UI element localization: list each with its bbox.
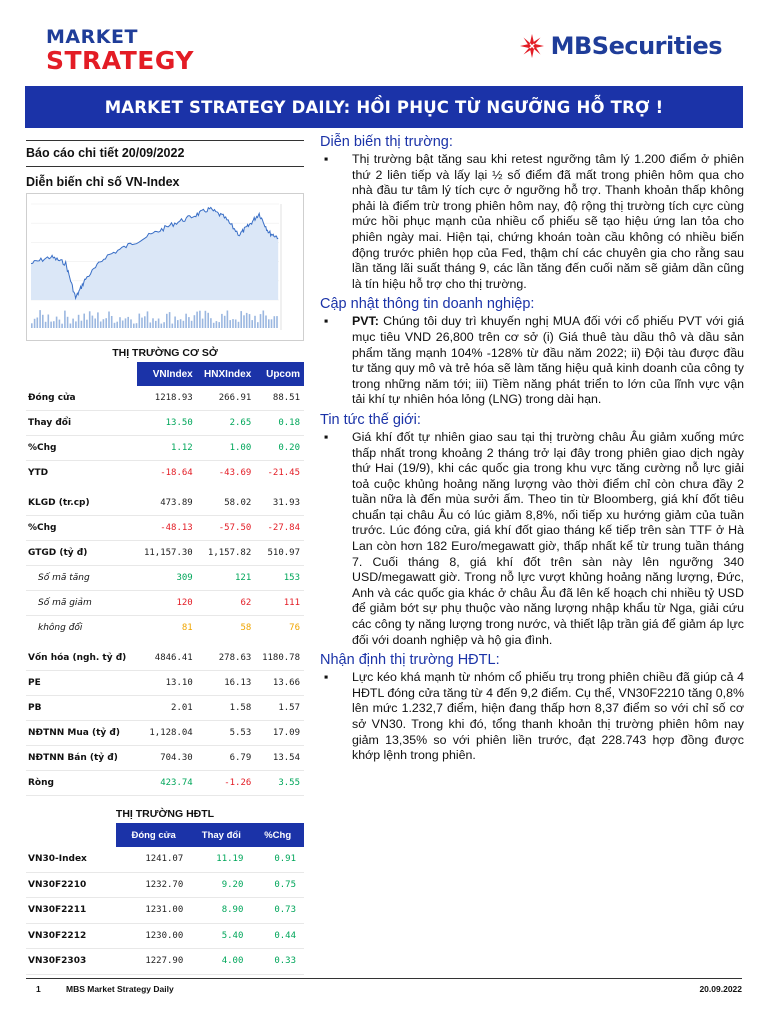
contract-value: 4.00 — [191, 949, 251, 975]
row-value: 1,128.04 — [137, 721, 197, 746]
report-title: MARKET STRATEGY DAILY: HỒI PHỤC TỪ NGƯỠNG HỖ TRỢ ! — [104, 97, 664, 117]
table-row — [26, 898, 304, 924]
row-label: %Chg — [26, 516, 137, 541]
market-paragraph — [320, 152, 744, 292]
chart-volume-bar — [92, 316, 94, 328]
col-header: %Chg — [251, 823, 304, 847]
contract-value: 0.75 — [251, 872, 304, 898]
chart-volume-bar — [150, 323, 152, 329]
row-value: 6.79 — [197, 746, 256, 771]
row-value: 81 — [137, 616, 197, 644]
table-row — [26, 411, 304, 436]
row-label: %Chg — [26, 436, 137, 461]
chart-volume-bar — [260, 314, 262, 328]
chart-volume-bar — [202, 319, 204, 328]
row-label: không đổi — [26, 616, 137, 644]
chart-volume-bar — [81, 321, 83, 328]
bullet-icon: ▪ — [324, 670, 329, 685]
row-value: -1.26 — [197, 771, 256, 796]
row-value: 1218.93 — [137, 386, 197, 411]
chart-volume-bar — [199, 311, 201, 328]
futures-text: Lực kéo khá mạnh từ nhóm cổ phiếu trụ trong phiên chiều đã giúp cả 4 HĐTL đóng cửa tăng từ 4 đến 9,2 điểm. Cụ thể, VN30F2210 tăng 0,8% lên mức 1.232,7 điểm, hiện đang thấp hơn 8,37 điểm so với chỉ số cơ sở VN30. Trong khi đó, tổng thanh khoản thị trường phiên hôm nay giảm 13,35% so với phiên liền trước, đạt 228.743 hợp đồng được khớp lệnh trong phiên. — [352, 670, 744, 763]
contract-value: 8.90 — [191, 898, 251, 924]
row-value: 58 — [197, 616, 256, 644]
left-column — [26, 140, 304, 975]
footer-publication: MBS Market Strategy Daily — [66, 984, 174, 994]
row-value: 13.54 — [255, 746, 304, 771]
row-value: 13.66 — [255, 671, 304, 696]
contract-label: VN30-Index — [26, 847, 116, 872]
chart-volume-bar — [97, 312, 99, 328]
chart-title: Diễn biến chỉ số VN-Index — [26, 175, 180, 189]
row-value: 704.30 — [137, 746, 197, 771]
chart-volume-bar — [263, 311, 265, 329]
contract-value: 0.33 — [251, 949, 304, 975]
chart-volume-bar — [196, 312, 198, 328]
futures-market-title: THỊ TRƯỜNG HĐTL — [115, 808, 215, 820]
section-futures-title: Nhận định thị trường HĐTL: — [320, 652, 500, 669]
chart-volume-bar — [122, 321, 124, 329]
row-value: -18.64 — [137, 461, 197, 489]
row-value: 2.01 — [137, 696, 197, 721]
chart-volume-bar — [133, 324, 135, 328]
row-value: 0.20 — [255, 436, 304, 461]
chart-volume-bar — [249, 314, 251, 328]
table-row — [26, 516, 304, 541]
mb-star-icon — [519, 33, 545, 59]
chart-volume-bar — [125, 318, 127, 328]
table-row — [26, 488, 304, 516]
chart-volume-bar — [119, 317, 121, 328]
row-value: 1,157.82 — [197, 541, 256, 566]
section-market-title: Diễn biến thị trường: — [320, 134, 453, 150]
chart-volume-bar — [246, 313, 248, 328]
row-value: 473.89 — [137, 488, 197, 516]
row-value: 17.09 — [255, 721, 304, 746]
row-value: 1180.78 — [255, 643, 304, 671]
row-value: 153 — [255, 566, 304, 591]
chart-volume-bar — [155, 321, 157, 328]
row-value: 121 — [197, 566, 256, 591]
report-date: Báo cáo chi tiết 20/09/2022 — [26, 146, 185, 160]
world-text: Giá khí đốt tự nhiên giao sau tại thị trường châu Âu giảm xuống mức thấp nhất trong khoảng 2 tháng trở lại đây trong phiên giao dịch ngày thứ Hai (19/9), khi các quốc gia trong khu vực tăng cường nỗ lực giải toả cuộc khủng hoảng năng lượng vào thời điểm chỉ còn chưa đầy 2 tuần nữa là đến mùa sưởi ấm. Theo tin từ Bloomberg, giá khí đốt tiêu chuẩn tại châu Âu có lúc giảm 8,8%, nối tiếp xu hướng giảm của tuần trước. Lúc đóng cửa, giá khí đốt giao tháng kế tiếp trên sàn TTF ở Hà Lan còn hơn 182 Euro/megawatt giờ, thấp nhất kể từ trung tuần tháng 7. Cuối tháng 8, giá khí đốt trên sàn này lên ngưỡng 340 USD/megawatt giờ. Trong nỗ lực vượt khủng hoảng năng lượng, Đức, Anh và các quốc gia khác ở châu Âu đã lên kế hoạch chi nhiều tỷ USD để giảm bớt sự phụ thuộc vào năng lượng nhập khẩu từ Nga, giải cứu các công ty năng lượng trong nước, và thiết lập trần giá để giảm áp lực đối với doanh nghiệp và hộ gia đình. — [352, 429, 744, 647]
contract-label: VN30F2211 — [26, 898, 116, 924]
bullet-icon: ▪ — [324, 429, 329, 444]
header-empty-cell — [26, 362, 137, 386]
contract-value: 1227.90 — [116, 949, 191, 975]
chart-volume-bar — [210, 318, 212, 328]
divider — [26, 166, 304, 167]
row-value: 0.18 — [255, 411, 304, 436]
chart-volume-bar — [67, 317, 69, 328]
col-header: VNIndex — [137, 362, 197, 386]
chart-volume-bar — [83, 314, 85, 328]
chart-volume-bar — [86, 320, 88, 328]
table-row — [26, 566, 304, 591]
table-row — [26, 436, 304, 461]
row-value: 3.55 — [255, 771, 304, 796]
row-value: 266.91 — [197, 386, 256, 411]
row-value: 1.57 — [255, 696, 304, 721]
contract-value: 0.44 — [251, 923, 304, 949]
contract-value: 1232.70 — [116, 872, 191, 898]
row-label: GTGD (tỷ đ) — [26, 541, 137, 566]
chart-volume-bar — [271, 319, 273, 328]
section-company-title: Cập nhật thông tin doanh nghiệp: — [320, 296, 535, 313]
row-value: 11,157.30 — [137, 541, 197, 566]
logo-mbsecurities — [519, 32, 722, 60]
chart-volume-bar — [108, 312, 110, 329]
chart-volume-bar — [207, 313, 209, 328]
chart-volume-bar — [268, 319, 270, 328]
table-row — [26, 872, 304, 898]
chart-volume-bar — [89, 311, 91, 328]
title-banner — [25, 86, 743, 128]
chart-area — [31, 207, 278, 300]
row-value: 510.97 — [255, 541, 304, 566]
chart-volume-bar — [257, 322, 259, 328]
row-value: 111 — [255, 591, 304, 616]
table-row — [26, 746, 304, 771]
chart-volume-bar — [227, 311, 229, 329]
section-world-title: Tin tức thế giới: — [320, 411, 421, 428]
chart-volume-bar — [274, 316, 276, 328]
chart-volume-bar — [243, 315, 245, 328]
row-value: -21.45 — [255, 461, 304, 489]
table-row — [26, 949, 304, 975]
chart-volume-bar — [224, 316, 226, 328]
chart-volume-bar — [172, 324, 174, 328]
chart-volume-bar — [111, 316, 113, 328]
chart-volume-bar — [147, 311, 149, 328]
company-paragraph — [320, 314, 744, 408]
chart-volume-bar — [229, 320, 231, 328]
chart-volume-bar — [163, 322, 165, 328]
chart-volume-bar — [34, 319, 36, 328]
table-row — [26, 643, 304, 671]
chart-volume-bar — [216, 321, 218, 328]
row-value: -43.69 — [197, 461, 256, 489]
brand-name: MBSecurities — [550, 32, 722, 60]
vnindex-chart — [26, 193, 304, 341]
company-text: Chúng tôi duy trì khuyến nghị MUA đối với cổ phiếu PVT với giá mục tiêu VND 26,800 trên cơ sở (i) Giá thuê tàu dầu thô và dầu sản phẩm tăng mạnh 104% -128% từ đầu năm 2022; ii) Đội tàu được đầu tư tăng quy mô và trẻ hóa sẽ làm tăng hiệu quả kinh doanh của công ty trong những năm tới; iii) Tiềm năng phát triển to lớn của lĩnh vực vận tải khí tự nhiên hóa lỏng (LNG) trong dài hạn. — [352, 314, 744, 407]
bullet-icon: ▪ — [324, 314, 329, 329]
chart-volume-bar — [31, 323, 33, 328]
contract-label: VN30F2303 — [26, 949, 116, 975]
chart-volume-bar — [218, 322, 220, 328]
chart-volume-bar — [48, 315, 50, 329]
row-label: Vốn hóa (ngh. tỷ đ) — [26, 643, 137, 671]
chart-volume-bar — [103, 319, 105, 328]
row-value: 31.93 — [255, 488, 304, 516]
base-table-header — [26, 362, 304, 386]
footer-date: 20.09.2022 — [699, 984, 742, 994]
col-header: Upcom — [255, 362, 304, 386]
row-value: 5.53 — [197, 721, 256, 746]
logo-market-strategy — [46, 28, 194, 73]
chart-volume-bar — [64, 311, 66, 328]
table-row — [26, 386, 304, 411]
page-number: 1 — [36, 984, 41, 994]
divider — [26, 140, 304, 141]
contract-value: 1230.00 — [116, 923, 191, 949]
chart-volume-bar — [232, 319, 234, 328]
chart-volume-bar — [254, 316, 256, 328]
chart-volume-bar — [152, 318, 154, 328]
chart-volume-bar — [61, 324, 63, 328]
chart-volume-bar — [158, 319, 160, 329]
table-row — [26, 847, 304, 872]
chart-volume-bar — [169, 312, 171, 328]
chart-volume-bar — [70, 324, 72, 329]
chart-volume-bar — [116, 322, 118, 328]
chart-volume-bar — [100, 322, 102, 329]
chart-volume-bar — [221, 314, 223, 328]
chart-volume-bar — [53, 321, 55, 328]
row-value: 1.00 — [197, 436, 256, 461]
table-row — [26, 671, 304, 696]
row-value: -48.13 — [137, 516, 197, 541]
table-row — [26, 696, 304, 721]
contract-value: 1231.00 — [116, 898, 191, 924]
chart-volume-bar — [183, 321, 185, 328]
row-value: 423.74 — [137, 771, 197, 796]
chart-volume-bar — [191, 321, 193, 328]
row-value: -27.84 — [255, 516, 304, 541]
market-text: Thị trường bật tăng sau khi retest ngưỡng tâm lý 1.200 điểm ở phiên thứ 2 liên tiếp và lấy lại ½ số điểm đã mất trong phiên hôm qua cho nhà đầu tư tâm lý tích cực ở ngưỡng hỗ trợ. Thanh khoản thấp không phải là điểm trừ trong phiên hôm nay, độ rộng thị trường tích cực cùng mức hồi phục mạnh của nhiều cổ phiếu sẽ tạo hiệu ứng lan tỏa cho phiên ngày mai. Hiện tại, chứng khoán toàn cầu không có nhiều biến động trước phiên họp của Fed, thậm chí các chuyên gia cho rằng sau lần tăng lãi suất tháng 9, các lần tăng đến cuối năm sẽ giảm dần cũng là tín hiệu hỗ trợ cho thị trường. — [352, 152, 744, 291]
table-row — [26, 616, 304, 644]
contract-value: 0.91 — [251, 847, 304, 872]
row-label: Thay đổi — [26, 411, 137, 436]
header-empty-cell — [26, 823, 116, 847]
vnindex-chart-svg — [27, 194, 303, 340]
row-label: PB — [26, 696, 137, 721]
bullet-icon: ▪ — [324, 152, 329, 166]
row-value: -57.50 — [197, 516, 256, 541]
right-column — [320, 134, 744, 768]
contract-value: 1241.07 — [116, 847, 191, 872]
contract-value: 11.19 — [191, 847, 251, 872]
chart-volume-bar — [235, 320, 237, 329]
row-value: 1.58 — [197, 696, 256, 721]
row-value: 120 — [137, 591, 197, 616]
row-value: 13.10 — [137, 671, 197, 696]
chart-volume-bar — [276, 316, 278, 328]
chart-volume-bar — [238, 322, 240, 328]
row-value: 58.02 — [197, 488, 256, 516]
table-row — [26, 721, 304, 746]
world-paragraph — [320, 430, 744, 648]
chart-volume-bar — [188, 317, 190, 328]
chart-volume-bar — [94, 319, 96, 329]
col-header: Đóng cửa — [116, 823, 191, 847]
chart-volume-bar — [265, 316, 267, 329]
chart-volume-bar — [139, 314, 141, 328]
chart-volume-bar — [141, 318, 143, 328]
chart-volume-bar — [127, 317, 129, 328]
row-label: Ròng — [26, 771, 137, 796]
row-value: 2.65 — [197, 411, 256, 436]
base-market-title: THỊ TRƯỜNG CƠ SỞ — [112, 347, 218, 359]
row-label: Số mã giảm — [26, 591, 137, 616]
futures-table-header — [26, 823, 304, 847]
row-value: 16.13 — [197, 671, 256, 696]
chart-volume-bar — [213, 323, 215, 328]
chart-volume-bar — [37, 318, 39, 329]
futures-table — [26, 823, 304, 975]
chart-volume-bar — [205, 311, 207, 328]
contract-value: 9.20 — [191, 872, 251, 898]
chart-volume-bar — [45, 322, 47, 328]
row-value: 13.50 — [137, 411, 197, 436]
row-value: 1.12 — [137, 436, 197, 461]
chart-volume-bar — [59, 320, 61, 328]
row-value: 309 — [137, 566, 197, 591]
row-label: Đóng cửa — [26, 386, 137, 411]
contract-value: 0.73 — [251, 898, 304, 924]
chart-volume-bar — [240, 311, 242, 328]
futures-paragraph — [320, 670, 744, 764]
row-label: PE — [26, 671, 137, 696]
chart-volume-bar — [42, 315, 44, 328]
table-row — [26, 541, 304, 566]
footer-divider — [26, 978, 742, 979]
logo-line-1: MARKET — [46, 26, 138, 48]
page-footer — [26, 984, 742, 994]
chart-volume-bar — [114, 323, 116, 328]
row-value: 4846.41 — [137, 643, 197, 671]
row-value: 278.63 — [197, 643, 256, 671]
chart-volume-bar — [180, 319, 182, 328]
table-row — [26, 923, 304, 949]
row-value: 88.51 — [255, 386, 304, 411]
company-ticker: PVT: — [352, 314, 379, 329]
chart-volume-bar — [72, 319, 74, 328]
chart-volume-bar — [56, 317, 58, 328]
chart-volume-bar — [39, 310, 41, 328]
chart-volume-bar — [185, 314, 187, 328]
logo-line-2: STRATEGY — [46, 46, 194, 75]
contract-label: VN30F2210 — [26, 872, 116, 898]
contract-value: 5.40 — [191, 923, 251, 949]
col-header: Thay đổi — [191, 823, 251, 847]
row-value: 76 — [255, 616, 304, 644]
row-label: NĐTNN Bán (tỷ đ) — [26, 746, 137, 771]
table-row — [26, 461, 304, 489]
chart-volume-bar — [78, 315, 80, 328]
chart-volume-bar — [144, 316, 146, 328]
chart-volume-bar — [251, 320, 253, 328]
row-label: YTD — [26, 461, 137, 489]
chart-volume-bar — [194, 315, 196, 328]
chart-volume-bar — [50, 322, 52, 328]
chart-volume-bar — [174, 317, 176, 329]
chart-volume-bar — [136, 323, 138, 328]
col-header: HNXIndex — [197, 362, 256, 386]
table-row — [26, 591, 304, 616]
chart-volume-bar — [166, 314, 168, 328]
row-label: Số mã tăng — [26, 566, 137, 591]
chart-volume-bar — [161, 324, 163, 328]
row-label: KLGD (tr.cp) — [26, 488, 137, 516]
table-row — [26, 771, 304, 796]
chart-volume-bar — [105, 318, 107, 328]
row-label: NĐTNN Mua (tỷ đ) — [26, 721, 137, 746]
chart-volume-bar — [130, 319, 132, 328]
chart-volume-bar — [177, 320, 179, 328]
row-value: 62 — [197, 591, 256, 616]
chart-volume-bar — [75, 321, 77, 328]
contract-label: VN30F2212 — [26, 923, 116, 949]
base-market-table — [26, 362, 304, 796]
